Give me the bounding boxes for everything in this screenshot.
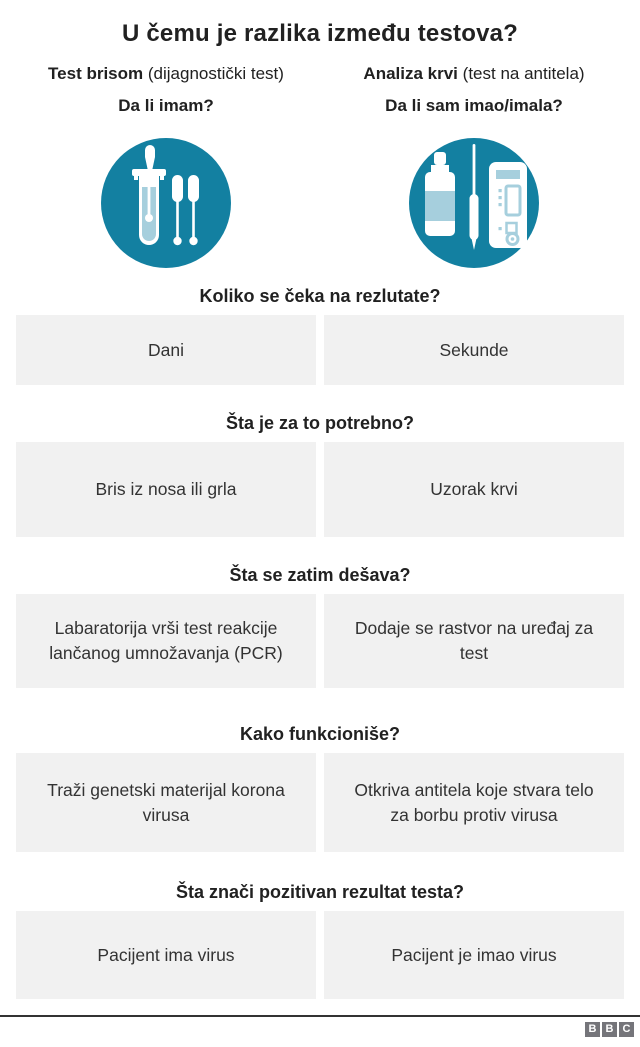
section-heading-what-happens: Šta se zatim dešava? xyxy=(229,565,411,585)
bbc-logo-block: B xyxy=(602,1022,617,1037)
question-row xyxy=(0,96,640,116)
blood-test-icon-cell xyxy=(324,138,624,268)
section-row-results-wait xyxy=(0,315,640,385)
footer-divider xyxy=(0,1015,640,1017)
answer-box-left: Traži genetski materijal korona virusa xyxy=(16,753,316,852)
answer-box-right: Sekunde xyxy=(324,315,624,385)
answer-box-left: Pacijent ima virus xyxy=(16,911,316,999)
bbc-logo-block: C xyxy=(619,1022,634,1037)
left-test-name-bold: Test brisom xyxy=(48,64,144,83)
section-row-how-works xyxy=(0,753,640,852)
section-heading-what-needed: Šta je za to potrebno? xyxy=(225,413,414,433)
left-question: Da li imam? xyxy=(118,96,214,115)
left-test-qualifier: (dijagnostički test) xyxy=(147,64,284,83)
answer-box-left: Bris iz nosa ili grla xyxy=(16,442,316,537)
icons-row xyxy=(0,138,640,268)
right-question: Da li sam imao/imala? xyxy=(385,96,563,115)
answer-box-right: Pacijent je imao virus xyxy=(324,911,624,999)
section-row-positive-result xyxy=(0,911,640,999)
section-row-what-happens xyxy=(0,594,640,688)
section-row-what-needed xyxy=(0,442,640,537)
answer-box-left: Dani xyxy=(16,315,316,385)
section-heading-results-wait: Koliko se čeka na rezlutate? xyxy=(199,286,441,306)
right-test-name-bold: Analiza krvi xyxy=(363,64,458,83)
answer-box-right: Dodaje se rastvor na uređaj za test xyxy=(324,594,624,688)
bbc-logo xyxy=(585,1022,634,1037)
left-test-name xyxy=(16,64,316,84)
swab-test-icon-cell xyxy=(16,138,316,268)
section-heading-how-works: Kako funkcioniše? xyxy=(239,724,401,744)
test-name-row xyxy=(0,64,640,84)
swab-test-icon xyxy=(101,138,231,268)
blood-test-icon xyxy=(409,138,539,268)
answer-box-right: Otkriva antitela koje stvara telo za borbu protiv virusa xyxy=(324,753,624,852)
right-test-name xyxy=(324,64,624,84)
answer-box-right: Uzorak krvi xyxy=(324,442,624,537)
page-title: U čemu je razlika između testova? xyxy=(121,20,519,47)
bbc-logo-block: B xyxy=(585,1022,600,1037)
section-heading-positive-result: Šta znači pozitivan rezultat testa? xyxy=(175,882,465,902)
right-test-qualifier: (test na antitela) xyxy=(462,64,585,83)
answer-box-left: Labaratorija vrši test reakcije lančanog umnožavanja (PCR) xyxy=(16,594,316,688)
